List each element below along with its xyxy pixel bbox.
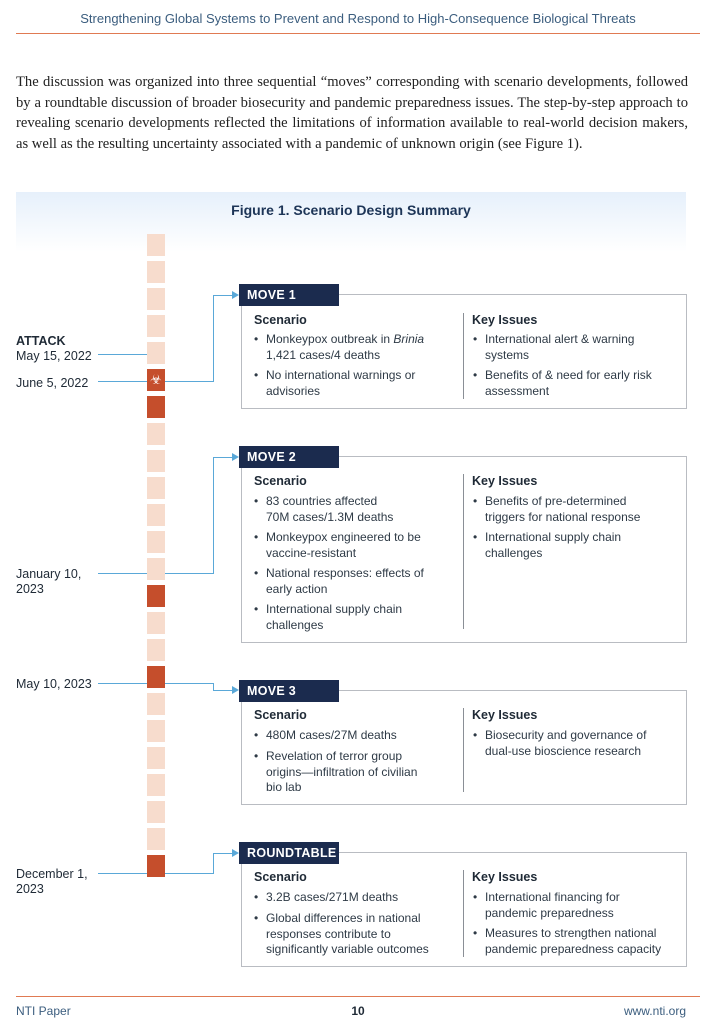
move1-tab: MOVE 1 — [239, 284, 339, 306]
date-move3: May 10, 2023 — [16, 677, 92, 691]
timeline-segment — [147, 693, 165, 715]
timeline-segment — [147, 612, 165, 634]
timeline-event-marker — [147, 396, 165, 418]
connector-move2-top — [213, 457, 233, 458]
running-title: Strengthening Global Systems to Prevent and Respond to High-Consequence Biological Threats — [80, 11, 636, 26]
timeline-segment — [147, 315, 165, 337]
move2-issue-item: • International supply chain challenges — [473, 530, 622, 560]
date-roundtable-line2: 2023 — [16, 882, 44, 896]
move2-issues-heading: Key Issues — [472, 474, 538, 488]
timeline-segment — [147, 774, 165, 796]
attack-label: ATTACK — [16, 334, 66, 348]
timeline-segment — [147, 639, 165, 661]
biohazard-icon: ☣ — [147, 369, 165, 391]
timeline-event-marker — [147, 666, 165, 688]
move1-issue-item: • International alert & warning systems — [473, 332, 635, 362]
timeline-segment — [147, 342, 165, 364]
connector-move2-h — [165, 573, 213, 574]
move3-scenario-heading: Scenario — [254, 708, 307, 722]
roundtable-scenario-item: • Global differences in national responses contribute to significantly variable outcomes — [254, 911, 429, 956]
footer-website: www.nti.org — [623, 1004, 686, 1018]
footer-divider — [16, 996, 700, 997]
arrow-move1 — [232, 291, 239, 299]
timeline-event-marker — [147, 585, 165, 607]
connector-move3-left — [98, 683, 147, 684]
figure-title: Figure 1. Scenario Design Summary — [231, 202, 471, 218]
move2-tab: MOVE 2 — [239, 446, 339, 468]
timeline-segment — [147, 423, 165, 445]
arrow-roundtable — [232, 849, 239, 857]
connector-move3-top — [213, 690, 233, 691]
roundtable-tab: ROUNDTABLE — [239, 842, 339, 864]
roundtable-issue-item: • International financing for pandemic preparedness — [473, 890, 620, 920]
footer-publication: NTI Paper — [16, 1004, 71, 1018]
connector-move1-left — [98, 381, 147, 382]
move1-divider — [463, 313, 464, 399]
connector-roundtable-v — [213, 853, 214, 874]
roundtable-issue-item: • Measures to strengthen national pandemic preparedness capacity — [473, 926, 662, 956]
connector-move1-v — [213, 295, 214, 382]
move2-issue-item: • Benefits of pre-determined triggers for national response — [473, 494, 641, 524]
move2-scenario-item: • 83 countries affected 70M cases/1.3M deaths — [254, 494, 394, 524]
move1-scenario-item: • Monkeypox outbreak in Brinia 1,421 cases/4 deaths — [254, 332, 425, 362]
timeline-segment — [147, 288, 165, 310]
timeline-segment — [147, 747, 165, 769]
timeline-segment — [147, 801, 165, 823]
timeline-segment — [147, 720, 165, 742]
timeline-segment — [147, 504, 165, 526]
roundtable-divider — [463, 870, 464, 957]
move3-issue-item: • Biosecurity and governance of dual-use bioscience research — [473, 728, 647, 758]
timeline-segment — [147, 477, 165, 499]
connector-roundtable-top — [213, 853, 233, 854]
arrow-move3 — [232, 686, 239, 694]
page-number: 10 — [351, 1004, 365, 1018]
header-divider — [16, 33, 700, 34]
move2-divider — [463, 474, 464, 629]
move3-tab: MOVE 3 — [239, 680, 339, 702]
move3-scenario-item: • 480M cases/27M deaths — [254, 728, 397, 742]
connector-attack — [98, 354, 147, 355]
timeline-segment — [147, 450, 165, 472]
move1-scenario-heading: Scenario — [254, 313, 307, 327]
connector-roundtable-left — [98, 873, 147, 874]
timeline-segment — [147, 234, 165, 256]
page-header — [0, 0, 716, 36]
timeline-segment — [147, 558, 165, 580]
connector-move2-left — [98, 573, 147, 574]
connector-roundtable-h — [165, 873, 213, 874]
move2-scenario-heading: Scenario — [254, 474, 307, 488]
timeline-segment — [147, 828, 165, 850]
date-move1: June 5, 2022 — [16, 376, 89, 390]
connector-move1-top — [213, 295, 233, 296]
move3-scenario-item: • Revelation of terror group origins—infiltration of civilian bio lab — [254, 749, 418, 794]
connector-move2-v — [213, 457, 214, 574]
timeline-segment — [147, 531, 165, 553]
move1-scenario-item: • No international warnings or advisories — [254, 368, 416, 398]
connector-move3-h — [165, 683, 213, 684]
move1-issue-item: • Benefits of & need for early risk assessment — [473, 368, 652, 398]
roundtable-scenario-heading: Scenario — [254, 870, 307, 884]
date-move2-line2: 2023 — [16, 582, 44, 596]
roundtable-scenario-item: • 3.2B cases/271M deaths — [254, 890, 399, 904]
move2-scenario-item: • International supply chain challenges — [254, 602, 403, 632]
date-attack: May 15, 2022 — [16, 349, 92, 363]
roundtable-issues-heading: Key Issues — [472, 870, 538, 884]
arrow-move2 — [232, 453, 239, 461]
date-roundtable-line1: December 1, — [16, 867, 88, 881]
timeline-segment — [147, 261, 165, 283]
date-move2-line1: January 10, — [16, 567, 82, 581]
figure-title-band — [16, 192, 686, 252]
timeline-event-marker — [147, 855, 165, 877]
intro-paragraph: The discussion was organized into three sequential “moves” corresponding with scenario developments, followed by a roundtable discussion of broader biosecurity and pandemic preparedness issues. The step-by-step approach to revealing scenario developments reflected the limitations of information available to real-world decision makers, as well as the resulting uncertainty associated with a pandemic of unknown origin (see Figure 1). — [16, 74, 688, 152]
move2-scenario-item: • Monkeypox engineered to be vaccine-resistant — [254, 530, 421, 560]
move1-issues-heading: Key Issues — [472, 313, 538, 327]
move3-issues-heading: Key Issues — [472, 708, 538, 722]
move2-scenario-item: • National responses: effects of early action — [254, 566, 424, 596]
move3-divider — [463, 708, 464, 792]
connector-move1-h — [165, 381, 213, 382]
